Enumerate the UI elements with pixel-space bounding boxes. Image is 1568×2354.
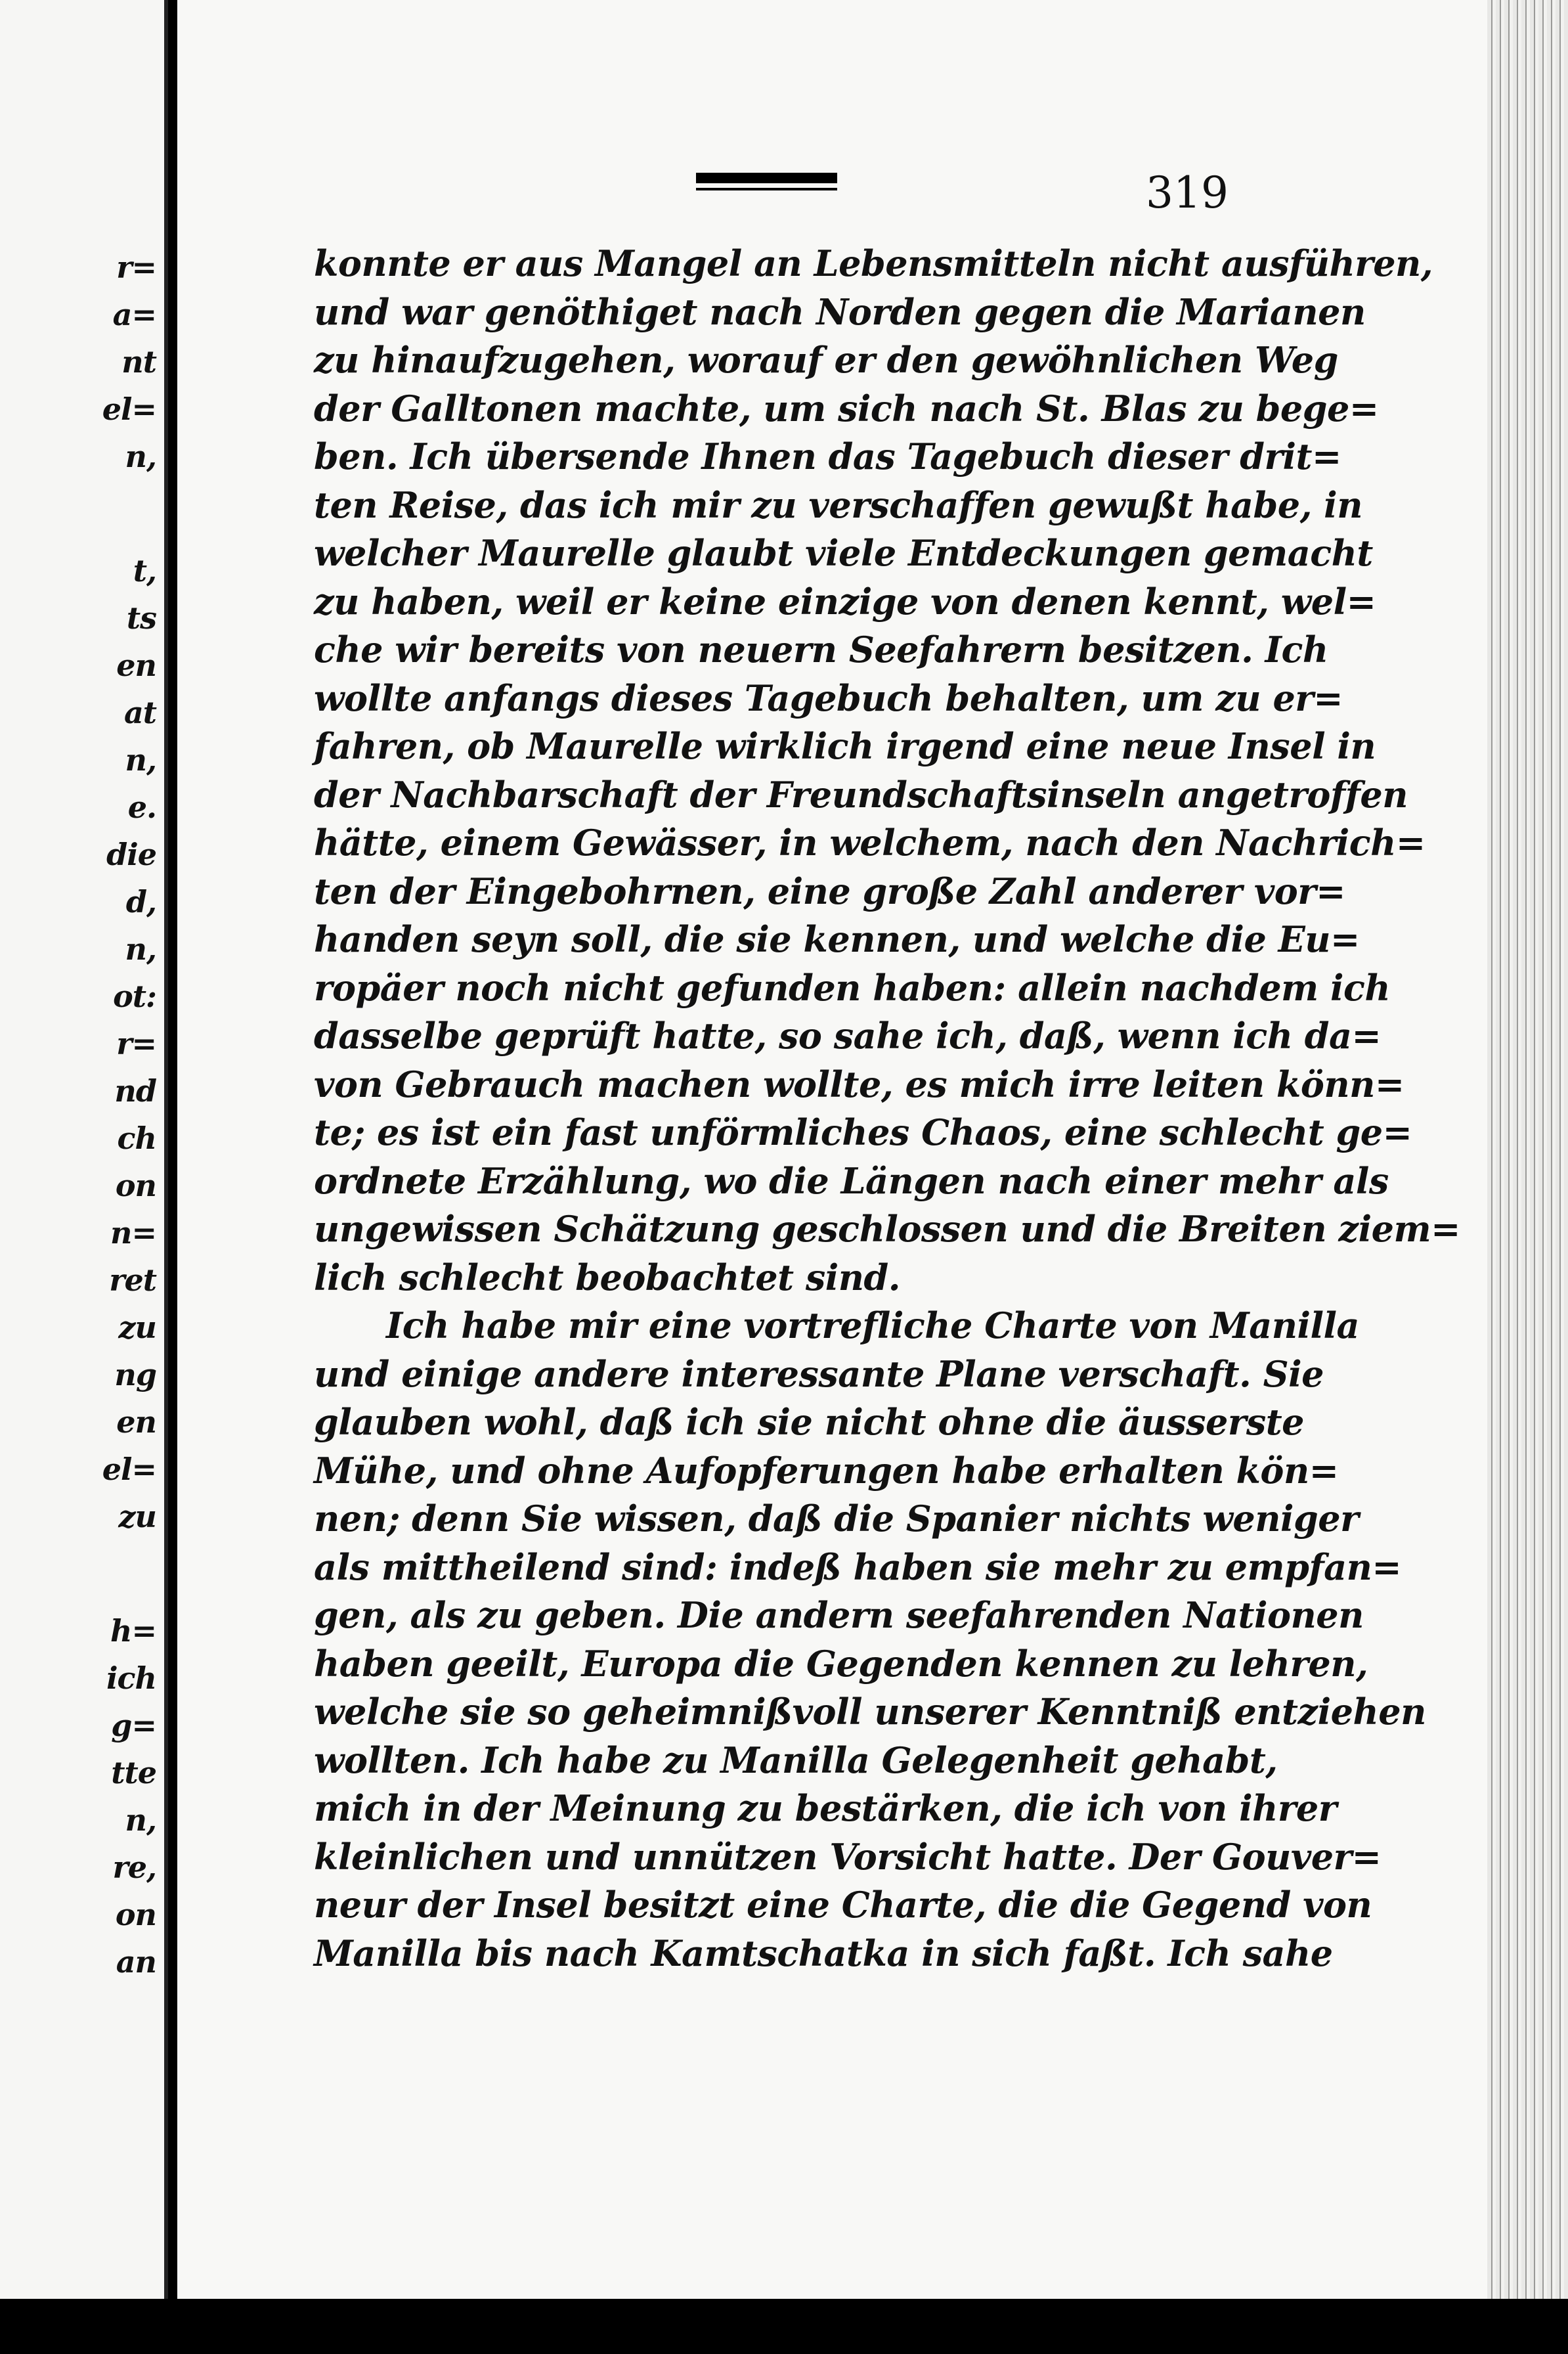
left-page-fragment: ts — [126, 600, 156, 636]
text-line: gen, als zu geben. Die andern seefahrenden Nationen — [314, 1594, 1364, 1636]
left-page-fragment: ot: — [113, 979, 156, 1014]
text-line: Manilla bis nach Kamtschatka in sich faßt. Ich sahe — [314, 1932, 1333, 1974]
text-line: glauben wohl, daß ich sie nicht ohne die äusserste — [314, 1401, 1305, 1443]
left-page — [0, 0, 168, 2299]
left-page-fragment: h= — [110, 1613, 156, 1649]
text-line: der Nachbarschaft der Freundschaftsinseln angetroffen — [314, 773, 1408, 816]
text-line: che wir bereits von neuern Seefahrern besitzen. Ich — [314, 629, 1328, 671]
text-line: konnte er aus Mangel an Lebensmitteln nicht ausführen, — [314, 242, 1433, 284]
left-page-fragment: die — [106, 837, 156, 872]
left-page-fragment: zu — [118, 1310, 156, 1345]
left-page-fragment: an — [116, 1944, 156, 1980]
left-page-fragment: nt — [121, 344, 156, 380]
left-page-fragment: tte — [111, 1755, 156, 1790]
text-line: und einige andere interessante Plane verschaft. Sie — [314, 1352, 1324, 1395]
left-page-fragment: ich — [106, 1660, 156, 1696]
left-page-fragment: on — [115, 1897, 156, 1932]
left-page-fragment: e. — [127, 789, 156, 825]
left-page-fragment: r= — [116, 1026, 156, 1061]
text-line: hätte, einem Gewässer, in welchem, nach den Nachrich= — [314, 822, 1426, 864]
text-line: kleinlichen und unnützen Vorsicht hatte. Der Gouver= — [314, 1835, 1382, 1878]
text-line: von Gebrauch machen wollte, es mich irre leiten könn= — [314, 1063, 1405, 1105]
text-line: ten der Eingebohrnen, eine große Zahl anderer vor= — [314, 870, 1345, 912]
text-line: mich in der Meinung zu bestärken, die ich von ihrer — [314, 1787, 1337, 1829]
page-number: 319 — [1146, 167, 1229, 218]
scan-border — [0, 2299, 1568, 2354]
text-line: haben geeilt, Europa die Gegenden kennen zu lehren, — [314, 1642, 1368, 1685]
text-line: fahren, ob Maurelle wirklich irgend eine neue Insel in — [314, 725, 1376, 767]
text-line: ten Reise, das ich mir zu verschaffen gewußt habe, in — [314, 483, 1362, 526]
left-page-fragment: en — [116, 1404, 156, 1440]
left-page-fragment: nd — [114, 1073, 156, 1109]
left-page-fragment: n, — [125, 439, 156, 474]
left-page-fragment: el= — [102, 1452, 156, 1487]
text-line: als mittheilend sind: indeß haben sie mehr zu empfan= — [314, 1545, 1402, 1588]
text-line: nen; denn Sie wissen, daß die Spanier nichts weniger — [314, 1498, 1359, 1540]
text-line: wollte anfangs dieses Tagebuch behalten, um zu er= — [314, 677, 1343, 719]
left-page-fragment: zu — [118, 1499, 156, 1534]
left-page-fragment: on — [115, 1168, 156, 1203]
left-page-fragment: at — [123, 695, 156, 730]
left-page-fragment: t, — [133, 553, 156, 588]
left-page-fragment: n, — [125, 931, 156, 967]
text-line: lich schlecht beobachtet sind. — [314, 1256, 901, 1299]
left-page-fragment: n= — [110, 1215, 156, 1251]
text-line: te; es ist ein fast unförmliches Chaos, eine schlecht ge= — [314, 1111, 1412, 1153]
page-edge — [1487, 0, 1568, 2312]
text-line: Ich habe mir eine vortrefliche Charte von Manilla — [386, 1304, 1359, 1346]
text-line: ungewissen Schätzung geschlossen und die Breiten ziem= — [314, 1208, 1460, 1250]
left-page-fragment: re, — [112, 1850, 156, 1885]
left-page-fragment: d, — [125, 884, 156, 920]
left-page-fragment: ret — [109, 1262, 156, 1298]
left-page-fragment: ch — [117, 1121, 156, 1156]
header-rule — [696, 173, 837, 183]
left-page-fragment: a= — [112, 297, 156, 332]
left-page-fragment: en — [116, 648, 156, 683]
text-line: handen seyn soll, die sie kennen, und welche die Eu= — [314, 918, 1360, 960]
text-line: der Galltonen machte, um sich nach St. Blas zu bege= — [314, 387, 1379, 430]
text-line: welche sie so geheimnißvoll unserer Kenntniß entziehen — [314, 1691, 1426, 1733]
left-page-fragment: n, — [125, 742, 156, 778]
text-line: welcher Maurelle glaubt viele Entdeckungen gemacht — [314, 532, 1373, 574]
text-line: ropäer noch nicht gefunden haben: allein nachdem ich — [314, 966, 1391, 1009]
left-page-fragment: g= — [111, 1708, 156, 1743]
text-line: neur der Insel besitzt eine Charte, die die Gegend von — [314, 1884, 1372, 1926]
text-line: zu hinaufzugehen, worauf er den gewöhnlichen Weg — [314, 339, 1338, 381]
text-line: ben. Ich übersende Ihnen das Tagebuch dieser drit= — [314, 435, 1341, 477]
text-line: wollten. Ich habe zu Manilla Gelegenheit gehabt, — [314, 1739, 1278, 1781]
header-rule-thin — [696, 188, 837, 190]
left-page-fragment: r= — [116, 250, 156, 285]
left-page-fragment: el= — [102, 391, 156, 427]
text-line: ordnete Erzählung, wo die Längen nach einer mehr als — [314, 1159, 1389, 1202]
text-line: zu haben, weil er keine einzige von denen kennt, wel= — [314, 580, 1376, 623]
text-line: Mühe, und ohne Aufopferungen habe erhalten kön= — [314, 1449, 1339, 1492]
left-page-fragment: n, — [125, 1802, 156, 1838]
text-line: und war genöthiget nach Norden gegen die Marianen — [314, 290, 1366, 333]
text-line: dasselbe geprüft hatte, so sahe ich, daß, wenn ich da= — [314, 1015, 1382, 1057]
left-page-fragment: ng — [114, 1357, 156, 1392]
body-text — [314, 240, 1460, 1978]
